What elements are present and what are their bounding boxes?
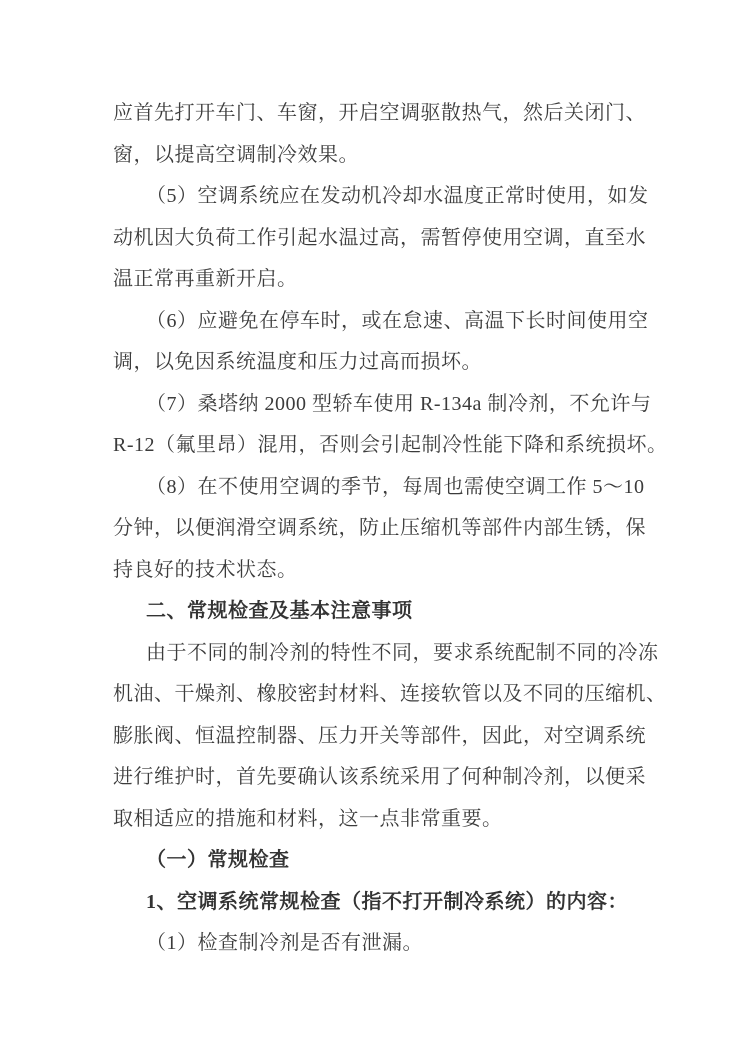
text-line: 温正常再重新开启。 [113,268,298,290]
heading-line: （一）常规检查 [146,849,290,871]
text-line: （6）应避免在停车时，或在怠速、高温下长时间使用空 [146,309,649,332]
text-line: 进行维护时，首先要确认该系统采用了何种制冷剂，以便采 [113,766,646,788]
text-line: 应首先打开车门、车窗，开启空调驱散热气，然后关闭门、 [113,102,646,124]
heading-line: 1、空调系统常规检查（指不打开制冷系统）的内容： [146,890,628,913]
heading-line: 二、常规检查及基本注意事项 [146,600,413,622]
text-line: （5）空调系统应在发动机冷却水温度正常时使用，如发 [146,185,649,207]
text-line: 取相适应的措施和材料，这一点非常重要。 [113,807,503,830]
text-line: （7）桑塔纳 2000 型轿车使用 R-134a 制冷剂，不允许与 [146,392,652,415]
text-column [113,93,668,965]
text-line: 持良好的技术状态。 [113,558,298,581]
text-line: 窗，以提高空调制冷效果。 [113,143,359,166]
text-line: 膨胀阀、恒温控制器、压力开关等部件，因此，对空调系统 [113,724,646,747]
text-line: （1）检查制冷剂是否有泄漏。 [146,932,423,954]
text-line: （8）在不使用空调的季节，每周也需使空调工作 5～10 [146,475,645,498]
text-line: R-12（氟里昂）混用，否则会引起制冷性能下降和系统损坏。 [113,434,668,456]
text-line: 机油、干燥剂、橡胶密封材料、连接软管以及不同的压缩机、 [113,683,667,705]
text-line: 由于不同的制冷剂的特性不同，要求系统配制不同的冷冻 [146,641,659,664]
text-line: 分钟，以便润滑空调系统，防止压缩机等部件内部生锈，保 [113,517,646,539]
text-line: 调，以免因系统温度和压力过高而损坏。 [113,351,482,373]
text-line: 动机因大负荷工作引起水温过高，需暂停使用空调，直至水 [113,226,646,249]
